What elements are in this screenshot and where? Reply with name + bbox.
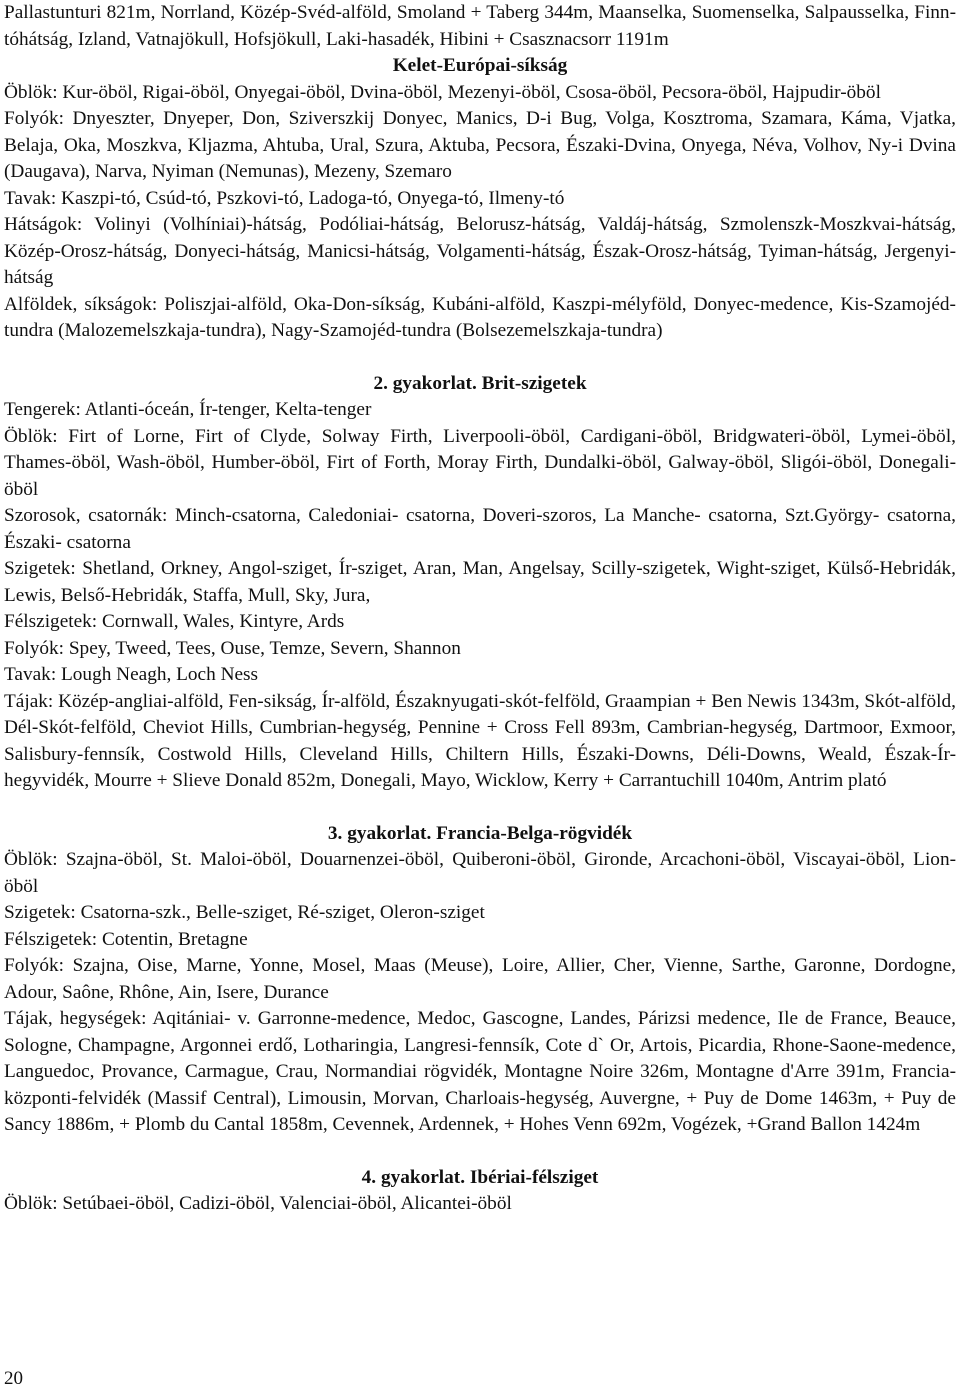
list-paragraph [4, 689, 956, 795]
list-paragraph [4, 953, 956, 1006]
paragraph-label: Tájak, hegységek: [4, 1008, 147, 1029]
paragraph-text: Cotentin, Bretagne [102, 928, 248, 950]
page-number: 20 [4, 1368, 23, 1389]
paragraph-text: Kur-öböl, Rigai-öböl, Onyegai-öböl, Dvina-öböl, Mezenyi-öböl, Csosa-öböl, Pecsora-öböl, Hajpudir-öböl [62, 81, 881, 103]
list-paragraph [4, 900, 956, 927]
intro-paragraph [4, 0, 956, 53]
section-heading: Kelet-Európai-síkság [392, 55, 568, 76]
paragraph-text: Aqitániai- v. Garronne-medence, Medoc, Gascogne, Landes, Párizsi medence, Ile de France, Beauce, Sologne, Champagne, Argonnei erdő, Lotharingia, Langresi-fennsík, Cote d` Or, Artois, Picardia, Rhone-Saone-medence, Languedoc, Provance, Carmague, Crau, Normandiai rögvidék, Montagne Noire 326m, Montagne d'Arre 391m, Francia-központi-felvidék (Massif Central), Limousin, Morvan, Charloais-hegység, Auvergne, + Puy de Dome 1463m, + Puy de Sancy 1886m, + Plomb du Cantal 1858m, Cevennek, Ardennek, + Hohes Venn 692m, Vogézek, +Grand Ballon 1424m [4, 1008, 956, 1135]
paragraph-label: Hátságok: [4, 214, 83, 235]
paragraph-text: Cornwall, Wales, Kintyre, Ards [102, 611, 345, 632]
paragraph-text: Minch-csatorna, Caledoniai- csatorna, Doveri-szoros, La Manche- csatorna, Szt.György- csatorna, Északi- csatorna [4, 505, 956, 553]
list-paragraph [4, 503, 956, 556]
paragraph-text: Firt of Lorne, Firt of Clyde, Solway Firth, Liverpooli-öböl, Cardigani-öböl, Bridgwateri-öböl, Lymei-öböl, Thames-öböl, Wash-öböl, Humber-öböl, Firt of Forth, Moray Firth, Dundalki-öböl, Galway-öböl, Sligói-öböl, Donegali-öböl [4, 425, 956, 500]
paragraph-label: Folyók: [4, 955, 64, 976]
section-heading: 4. gyakorlat. Ibériai-félsziget [361, 1166, 599, 1188]
paragraph-label: Folyók: [4, 108, 64, 129]
paragraph-label: Folyók: [4, 637, 64, 659]
paragraph-label: Félszigetek: [4, 611, 98, 632]
paragraph-text: Poliszjai-alföld, Oka-Don-síkság, Kubáni-alföld, Kaszpi-mélyföld, Donyec-medence, Kis-Szamojéd-tundra (Malozemelszkaja-tundra), Nagy-Szamojéd-tundra (Bolsezemelszkaja-tundra) [4, 293, 956, 341]
section-heading: 3. gyakorlat. Francia-Belga-rögvidék [327, 822, 633, 844]
paragraph-text: Atlanti-óceán, Ír-tenger, Kelta-tenger [84, 399, 372, 420]
list-paragraph [4, 556, 956, 609]
list-paragraph [4, 1191, 956, 1218]
paragraph-label: Öblök: [4, 849, 58, 870]
section-heading: 2. gyakorlat. Brit-szigetek [373, 372, 587, 394]
paragraph-label: Alföldek, síkságok: [4, 293, 158, 315]
paragraph-label: Tavak: [4, 664, 57, 685]
list-paragraph [4, 106, 956, 186]
paragraph-text: Volinyi (Volhíniai)-hátság, Podóliai-hátság, Belorusz-hátság, Valdáj-hátság, Szmolenszk-Moszkvai-hátság, Közép-Orosz-hátság, Donyeci-hátság, Manicsi-hátság, Volgamenti-hátság, Észak-Orosz-hátság, Tyiman-hátság, Jergenyi-hátság [4, 214, 956, 288]
list-paragraph [4, 397, 956, 424]
paragraph-label: Tengerek: [4, 399, 81, 420]
list-paragraph [4, 609, 956, 636]
paragraph-text: Szajna-öböl, St. Maloi-öböl, Douarnenzei-öböl, Quiberoni-öböl, Gironde, Arcachoni-öböl, Viscayai-öböl, Lion-öböl [4, 849, 957, 897]
paragraph-label: Félszigetek: [4, 928, 98, 950]
list-paragraph [4, 847, 956, 900]
paragraph-label: Szorosok, csatornák: [4, 505, 168, 526]
paragraph-label: Szigetek: [4, 902, 76, 923]
paragraph-label: Öblök: [4, 425, 58, 447]
paragraph-text: Kaszpi-tó, Csúd-tó, Pszkovi-tó, Ladoga-tó, Onyega-tó, Ilmeny-tó [61, 187, 565, 209]
paragraph-text: Lough Neagh, Loch Ness [61, 664, 259, 685]
paragraph-label: Tájak: [4, 690, 54, 712]
paragraph-text: Szajna, Oise, Marne, Yonne, Mosel, Maas (Meuse), Loire, Allier, Cher, Vienne, Sarthe, Garonne, Dordogne, Adour, Saône, Rhône, Ain, Isere, Durance [4, 955, 957, 1003]
paragraph-label: Szigetek: [4, 558, 76, 579]
paragraph-text: Setúbaei-öböl, Cadizi-öböl, Valenciai-öböl, Alicantei-öböl [62, 1193, 512, 1214]
list-paragraph [4, 424, 956, 504]
paragraph-text: Csatorna-szk., Belle-sziget, Ré-sziget, Oleron-sziget [80, 902, 485, 923]
paragraph-label: Öblök: [4, 81, 58, 103]
paragraph-text: Pallastunturi 821m, Norrland, Közép-Svéd-alföld, Smoland + Taberg 344m, Maanselka, Suomenselka, Salpausselka, Finn-tóhátság, Izland, Vatnajökull, Hofsjökull, Laki-hasadék, Hibini + Csasznacsorr 1191m [4, 2, 956, 50]
list-paragraph [4, 636, 956, 663]
list-paragraph [4, 212, 956, 292]
paragraph-text: Közép-angliai-alföld, Fen-sikság, Ír-alföld, Északnyugati-skót-felföld, Graampian + Ben Newis 1343m, Skót-alföld, Dél-Skót-felföld, Cheviot Hills, Cumbrian-hegység, Pennine + Cross Fell 893m, Cambrian-hegység, Dartmoor, Exmoor, Salisbury-fennsík, Costwold Hills, Cleveland Hills, Chiltern Hills, Északi-Downs, Déli-Downs, Weald, Észak-Ír-hegyvidék, Mourre + Slieve Donald 852m, Donegali, Mayo, Wicklow, Kerry + Carrantuchill 1040m, Antrim plató [4, 690, 956, 791]
paragraph-label: Öblök: [4, 1193, 58, 1214]
document-page [4, 0, 956, 1218]
list-paragraph [4, 80, 956, 107]
paragraph-text: Shetland, Orkney, Angol-sziget, Ír-sziget, Aran, Man, Angelsay, Scilly-szigetek, Wight-sziget, Külső-Hebridák, Lewis, Belső-Hebridák, Staffa, Mull, Sky, Jura, [4, 558, 956, 606]
list-paragraph [4, 927, 956, 954]
list-paragraph [4, 292, 956, 345]
list-paragraph [4, 186, 956, 213]
paragraph-text: Dnyeszter, Dnyeper, Don, Sziverszkij Donyec, Manics, D-i Bug, Volga, Kosztroma, Szamara, Káma, Vjatka, Belaja, Oka, Moszkva, Kljazma, Ahtuba, Ural, Szura, Aktuba, Pecsora, Északi-Dvina, Onyega, Néva, Volhov, Ny-i Dvina (Daugava), Narva, Nyiman (Nemunas), Mezeny, Szemaro [4, 108, 956, 182]
paragraph-text: Spey, Tweed, Tees, Ouse, Temze, Severn, Shannon [68, 637, 461, 659]
list-paragraph [4, 662, 956, 689]
list-paragraph [4, 1006, 956, 1139]
paragraph-label: Tavak: [4, 187, 57, 209]
